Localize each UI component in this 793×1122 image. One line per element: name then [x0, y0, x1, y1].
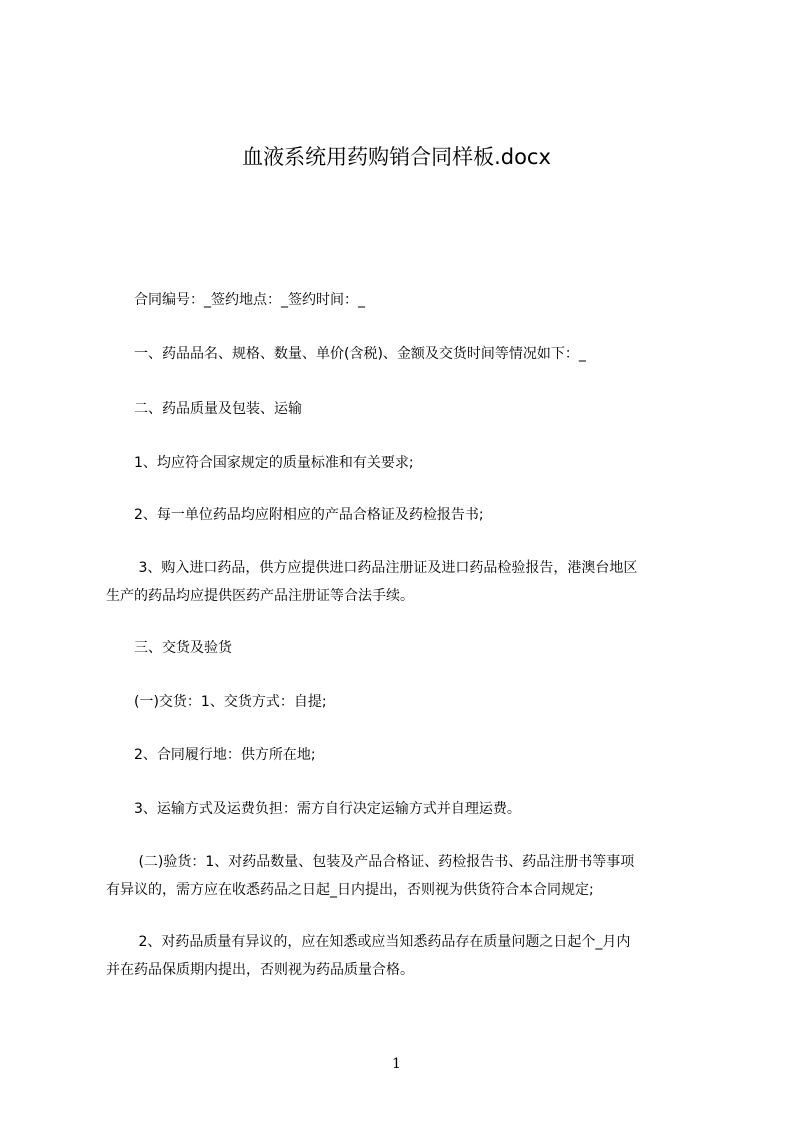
paragraph-line: (二)验货：1、对药品数量、包装及产品合格证、药检报告书、药品注册书等事项: [106, 854, 635, 870]
paragraph-line: 1、均应符合国家规定的质量标准和有关要求;: [106, 455, 414, 471]
paragraph-line: 有异议的，需方应在收悉药品之日起_日内提出，否则视为供货符合本合同规定;: [106, 882, 594, 898]
paragraph-line: 三、交货及验货: [106, 640, 232, 656]
paragraph-item-2-3: [106, 554, 706, 610]
paragraph-line: 2、每一单位药品均应附相应的产品合格证及药检报告书;: [106, 507, 484, 523]
paragraph-line: 生产的药品均应提供医药产品注册证等合法手续。: [106, 588, 414, 604]
paragraph-line: 二、药品质量及包装、运输: [106, 401, 302, 417]
page-number: 1: [392, 1056, 401, 1072]
paragraph-section-1: [106, 340, 706, 368]
paragraph-section-2: [106, 395, 706, 423]
paragraph-item-2-1: [106, 449, 706, 477]
paragraph-delivery: [106, 688, 706, 716]
paragraph-quality-objection: [106, 928, 706, 984]
paragraph-line: 2、对药品质量有异议的，应在知悉或应当知悉药品存在质量问题之日起个_月内: [106, 934, 631, 950]
paragraph-line: 3、购入进口药品，供方应提供进口药品注册证及进口药品检验报告，港澳台地区: [106, 560, 638, 576]
paragraph-line: 一、药品品名、规格、数量、单价(含税)、金额及交货时间等情况如下：_: [106, 346, 586, 362]
paragraph-transport: [106, 795, 706, 823]
paragraph-delivery-place: [106, 741, 706, 769]
paragraph-line: (一)交货：1、交货方式：自提;: [106, 694, 327, 710]
paragraph-section-3: [106, 634, 706, 662]
paragraph-line: 3、运输方式及运费负担：需方自行决定运输方式并自理运费。: [106, 801, 521, 817]
paragraph-inspection: [106, 848, 706, 904]
paragraph-contract-info: [106, 286, 706, 314]
document-title: 血液系统用药购销合同样板.docx: [242, 145, 551, 169]
paragraph-line: 并在药品保质期内提出，否则视为药品质量合格。: [106, 962, 414, 978]
paragraph-item-2-2: [106, 501, 706, 529]
paragraph-line: 合同编号：_签约地点：_签约时间：_: [106, 292, 365, 308]
paragraph-line: 2、合同履行地：供方所在地;: [106, 747, 316, 763]
